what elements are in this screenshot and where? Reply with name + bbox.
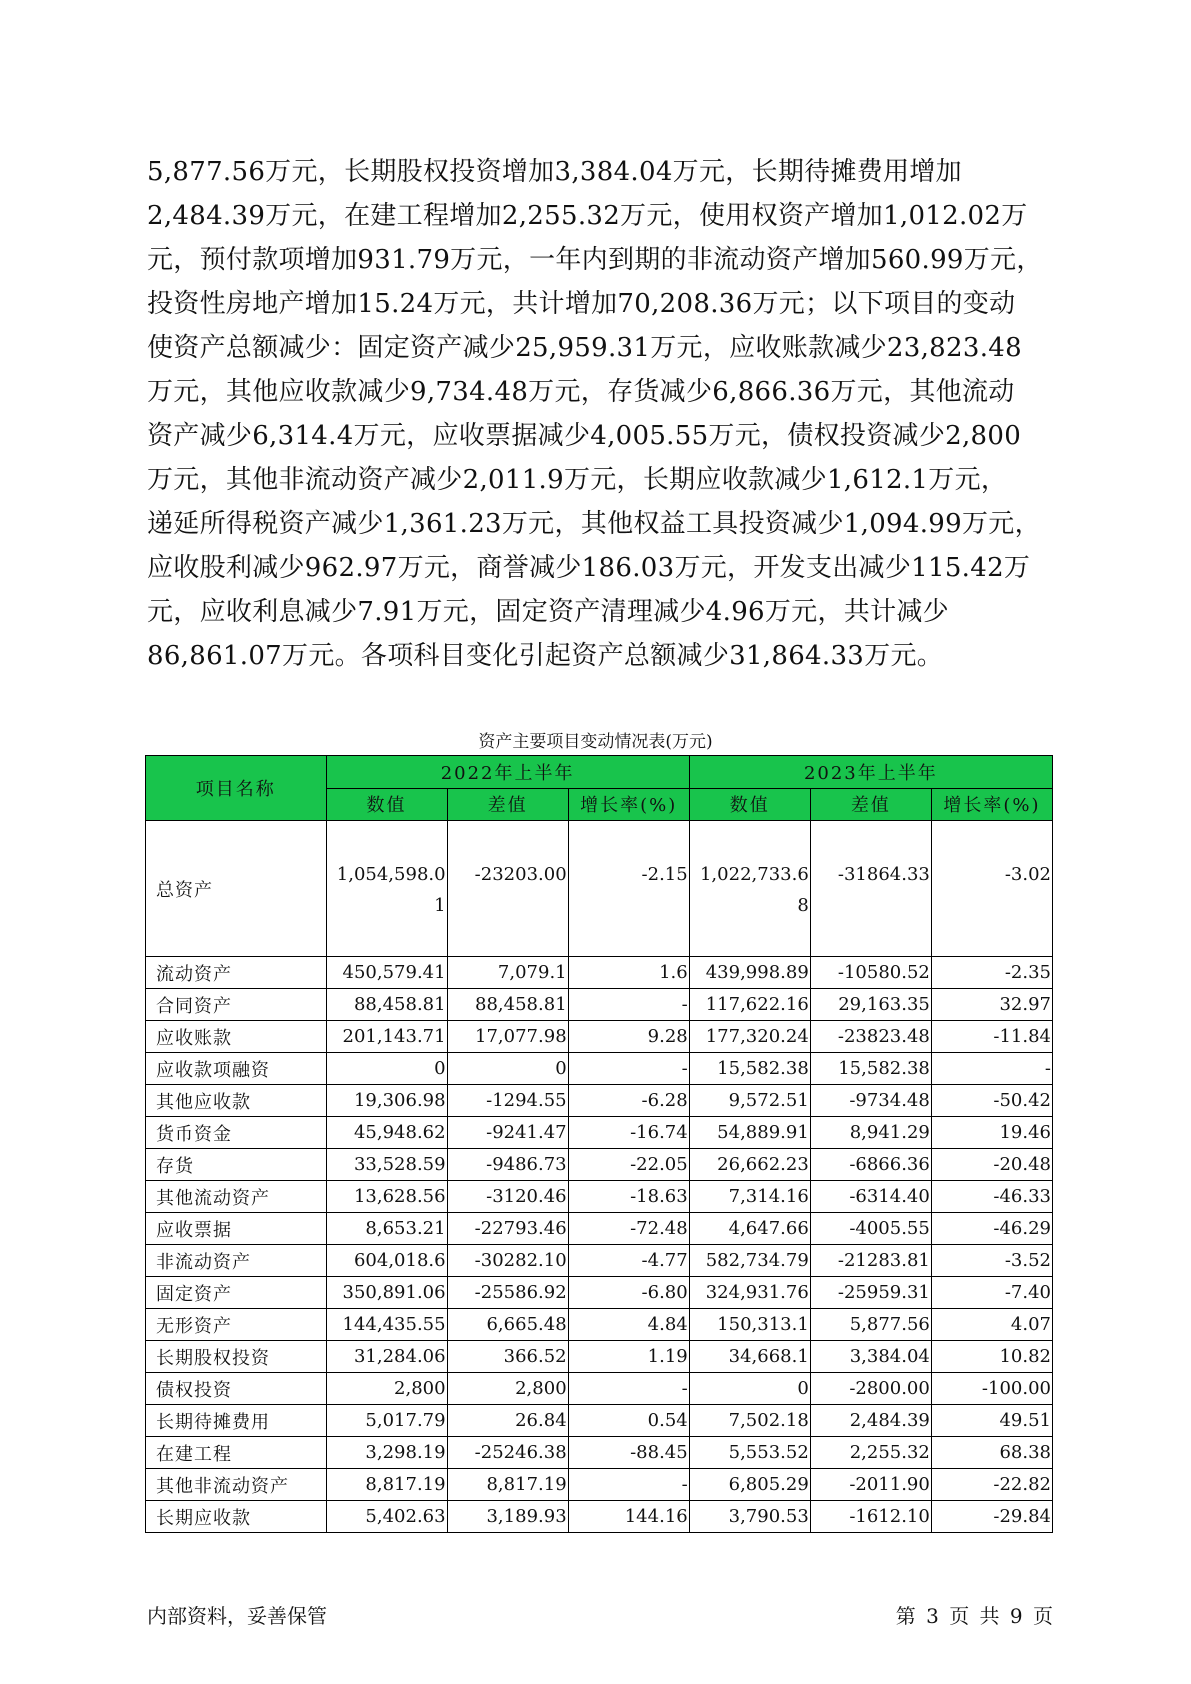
row-label: 固定资产 bbox=[146, 1277, 327, 1309]
sub-header-growth: 增长率(%) bbox=[568, 788, 689, 821]
table-row bbox=[146, 1085, 1053, 1117]
table-row bbox=[146, 1437, 1053, 1469]
table-cell: 3,298.19 bbox=[326, 1437, 447, 1469]
table-row bbox=[146, 1213, 1053, 1245]
table-cell: 117,622.16 bbox=[689, 989, 810, 1021]
sub-header-diff: 差值 bbox=[810, 788, 931, 821]
table-cell: -25246.38 bbox=[447, 1437, 568, 1469]
table-cell: -23823.48 bbox=[810, 1021, 931, 1053]
table-cell: 0.54 bbox=[568, 1405, 689, 1437]
table-cell: 6,665.48 bbox=[447, 1309, 568, 1341]
table-cell: 6,805.29 bbox=[689, 1469, 810, 1501]
sub-header-growth: 增长率(%) bbox=[931, 788, 1052, 821]
paragraph-line: 5,877.56万元，长期股权投资增加3,384.04万元，长期待摊费用增加 bbox=[147, 157, 962, 187]
row-label: 存货 bbox=[146, 1149, 327, 1181]
table-cell: 2,800 bbox=[447, 1373, 568, 1405]
table-row bbox=[146, 821, 1053, 957]
table-cell: -22.82 bbox=[931, 1469, 1052, 1501]
paragraph-line: 万元，其他应收款减少9,734.48万元，存货减少6,866.36万元，其他流动 bbox=[147, 377, 1015, 407]
table-cell: -21283.81 bbox=[810, 1245, 931, 1277]
table-cell: 88,458.81 bbox=[447, 989, 568, 1021]
table-cell: 1,022,733.68 bbox=[689, 821, 810, 957]
table-cell: -6.28 bbox=[568, 1085, 689, 1117]
table-cell: -2011.90 bbox=[810, 1469, 931, 1501]
table-cell: -23203.00 bbox=[447, 821, 568, 957]
table-cell: 350,891.06 bbox=[326, 1277, 447, 1309]
table-cell: -2.35 bbox=[931, 957, 1052, 989]
table-cell: 32.97 bbox=[931, 989, 1052, 1021]
row-label: 无形资产 bbox=[146, 1309, 327, 1341]
table-cell: - bbox=[568, 1373, 689, 1405]
table-cell: 2,484.39 bbox=[810, 1405, 931, 1437]
table-cell: 144.16 bbox=[568, 1501, 689, 1533]
table-cell: -29.84 bbox=[931, 1501, 1052, 1533]
table-cell: 13,628.56 bbox=[326, 1181, 447, 1213]
table-cell: -4.77 bbox=[568, 1245, 689, 1277]
table-cell: 3,790.53 bbox=[689, 1501, 810, 1533]
table-cell: -6314.40 bbox=[810, 1181, 931, 1213]
table-cell: 1,054,598.01 bbox=[326, 821, 447, 957]
table-caption: 资产主要项目变动情况表(万元) bbox=[478, 732, 713, 752]
table-cell: -6866.36 bbox=[810, 1149, 931, 1181]
paragraph-line: 万元，其他非流动资产减少2,011.9万元，长期应收款减少1,612.1万元， bbox=[147, 465, 1008, 495]
table-cell: 177,320.24 bbox=[689, 1021, 810, 1053]
table-cell: -100.00 bbox=[931, 1373, 1052, 1405]
table-cell: 5,402.63 bbox=[326, 1501, 447, 1533]
table-cell: 604,018.6 bbox=[326, 1245, 447, 1277]
table-row bbox=[146, 1149, 1053, 1181]
table-row bbox=[146, 1053, 1053, 1085]
table-cell: 7,314.16 bbox=[689, 1181, 810, 1213]
table-cell: 19.46 bbox=[931, 1117, 1052, 1149]
row-label: 其他流动资产 bbox=[146, 1181, 327, 1213]
table-row bbox=[146, 1181, 1053, 1213]
table-cell: -9486.73 bbox=[447, 1149, 568, 1181]
table-cell: 26,662.23 bbox=[689, 1149, 810, 1181]
table-cell: -20.48 bbox=[931, 1149, 1052, 1181]
table-cell: -25586.92 bbox=[447, 1277, 568, 1309]
row-label: 总资产 bbox=[146, 821, 327, 957]
period-header-2022: 2022年上半年 bbox=[326, 756, 689, 789]
table-cell: - bbox=[568, 1053, 689, 1085]
table-cell: 0 bbox=[447, 1053, 568, 1085]
table-cell: -18.63 bbox=[568, 1181, 689, 1213]
table-cell: -4005.55 bbox=[810, 1213, 931, 1245]
row-label: 长期应收款 bbox=[146, 1501, 327, 1533]
row-label: 流动资产 bbox=[146, 957, 327, 989]
paragraph-line: 使资产总额减少：固定资产减少25,959.31万元，应收账款减少23,823.48 bbox=[147, 333, 1022, 363]
table-cell: 19,306.98 bbox=[326, 1085, 447, 1117]
table-cell: 33,528.59 bbox=[326, 1149, 447, 1181]
row-label: 货币资金 bbox=[146, 1117, 327, 1149]
table-cell: -2.15 bbox=[568, 821, 689, 957]
table-cell: 29,163.35 bbox=[810, 989, 931, 1021]
table-cell: -2800.00 bbox=[810, 1373, 931, 1405]
row-label: 长期股权投资 bbox=[146, 1341, 327, 1373]
table-cell: 3,384.04 bbox=[810, 1341, 931, 1373]
table-row bbox=[146, 1501, 1053, 1533]
table-row bbox=[146, 1117, 1053, 1149]
table-cell: 34,668.1 bbox=[689, 1341, 810, 1373]
table-cell: -25959.31 bbox=[810, 1277, 931, 1309]
table-row bbox=[146, 957, 1053, 989]
body-paragraph bbox=[147, 150, 1047, 678]
table-cell: -88.45 bbox=[568, 1437, 689, 1469]
table-cell: -31864.33 bbox=[810, 821, 931, 957]
paragraph-line: 元，预付款项增加931.79万元，一年内到期的非流动资产增加560.99万元， bbox=[147, 245, 1043, 275]
table-cell: -46.33 bbox=[931, 1181, 1052, 1213]
paragraph-line: 86,861.07万元。各项科目变化引起资产总额减少31,864.33万元。 bbox=[147, 641, 944, 671]
row-label: 长期待摊费用 bbox=[146, 1405, 327, 1437]
table-cell: -9734.48 bbox=[810, 1085, 931, 1117]
table-cell: 7,502.18 bbox=[689, 1405, 810, 1437]
table-cell: 26.84 bbox=[447, 1405, 568, 1437]
table-row bbox=[146, 1341, 1053, 1373]
table-cell: 8,941.29 bbox=[810, 1117, 931, 1149]
table-cell: -72.48 bbox=[568, 1213, 689, 1245]
table-cell: 5,017.79 bbox=[326, 1405, 447, 1437]
row-label: 合同资产 bbox=[146, 989, 327, 1021]
table-cell: 582,734.79 bbox=[689, 1245, 810, 1277]
table-cell: 1.19 bbox=[568, 1341, 689, 1373]
table-cell: -1294.55 bbox=[447, 1085, 568, 1117]
footer-note: 内部资料，妥善保管 bbox=[147, 1604, 327, 1628]
row-label: 应收款项融资 bbox=[146, 1053, 327, 1085]
table-cell: -3.52 bbox=[931, 1245, 1052, 1277]
table-cell: 201,143.71 bbox=[326, 1021, 447, 1053]
asset-change-table bbox=[145, 755, 1053, 1533]
table-cell: 7,079.1 bbox=[447, 957, 568, 989]
sub-header-diff: 差值 bbox=[447, 788, 568, 821]
paragraph-line: 投资性房地产增加15.24万元，共计增加70,208.36万元；以下项目的变动 bbox=[147, 289, 1016, 319]
table-cell: 17,077.98 bbox=[447, 1021, 568, 1053]
table-cell: -9241.47 bbox=[447, 1117, 568, 1149]
page-number: 第 3 页 共 9 页 bbox=[895, 1604, 1053, 1628]
table-row bbox=[146, 1245, 1053, 1277]
period-header-2023: 2023年上半年 bbox=[689, 756, 1052, 789]
table-row bbox=[146, 1373, 1053, 1405]
table-cell: -3120.46 bbox=[447, 1181, 568, 1213]
paragraph-line: 应收股利减少962.97万元，商誉减少186.03万元，开发支出减少115.42万 bbox=[147, 553, 1031, 583]
table-cell: 5,877.56 bbox=[810, 1309, 931, 1341]
table-cell: 10.82 bbox=[931, 1341, 1052, 1373]
table-cell: - bbox=[568, 989, 689, 1021]
table-cell: 144,435.55 bbox=[326, 1309, 447, 1341]
table-cell: 2,800 bbox=[326, 1373, 447, 1405]
table-cell: 45,948.62 bbox=[326, 1117, 447, 1149]
table-cell: 150,313.1 bbox=[689, 1309, 810, 1341]
table-cell: -7.40 bbox=[931, 1277, 1052, 1309]
table-row bbox=[146, 1405, 1053, 1437]
table-cell: -16.74 bbox=[568, 1117, 689, 1149]
sub-header-value: 数值 bbox=[689, 788, 810, 821]
table-cell: 8,817.19 bbox=[326, 1469, 447, 1501]
table-cell: 4.84 bbox=[568, 1309, 689, 1341]
table-cell: 0 bbox=[689, 1373, 810, 1405]
row-label: 非流动资产 bbox=[146, 1245, 327, 1277]
table-cell: 324,931.76 bbox=[689, 1277, 810, 1309]
table-cell: -22.05 bbox=[568, 1149, 689, 1181]
table-row bbox=[146, 1021, 1053, 1053]
row-label: 债权投资 bbox=[146, 1373, 327, 1405]
table-cell: 49.51 bbox=[931, 1405, 1052, 1437]
table-cell: 2,255.32 bbox=[810, 1437, 931, 1469]
table-cell: 366.52 bbox=[447, 1341, 568, 1373]
table-cell: - bbox=[931, 1053, 1052, 1085]
table-cell: 9,572.51 bbox=[689, 1085, 810, 1117]
table-row bbox=[146, 1469, 1053, 1501]
paragraph-line: 2,484.39万元，在建工程增加2,255.32万元，使用权资产增加1,012.02万 bbox=[147, 201, 1028, 231]
table-cell: 3,189.93 bbox=[447, 1501, 568, 1533]
table-cell: 15,582.38 bbox=[689, 1053, 810, 1085]
table-cell: -50.42 bbox=[931, 1085, 1052, 1117]
table-cell: - bbox=[568, 1469, 689, 1501]
paragraph-line: 元，应收利息减少7.91万元，固定资产清理减少4.96万元，共计减少 bbox=[147, 597, 949, 627]
table-cell: -11.84 bbox=[931, 1021, 1052, 1053]
table-row bbox=[146, 1277, 1053, 1309]
table-cell: -10580.52 bbox=[810, 957, 931, 989]
paragraph-line: 递延所得税资产减少1,361.23万元，其他权益工具投资减少1,094.99万元， bbox=[147, 509, 1041, 539]
table-row bbox=[146, 1309, 1053, 1341]
row-label: 其他应收款 bbox=[146, 1085, 327, 1117]
row-label: 其他非流动资产 bbox=[146, 1469, 327, 1501]
table-cell: 0 bbox=[326, 1053, 447, 1085]
table-cell: 4.07 bbox=[931, 1309, 1052, 1341]
table-cell: 450,579.41 bbox=[326, 957, 447, 989]
table-cell: -22793.46 bbox=[447, 1213, 568, 1245]
table-cell: 88,458.81 bbox=[326, 989, 447, 1021]
table-cell: -1612.10 bbox=[810, 1501, 931, 1533]
table-cell: -46.29 bbox=[931, 1213, 1052, 1245]
table-cell: -30282.10 bbox=[447, 1245, 568, 1277]
table-cell: 15,582.38 bbox=[810, 1053, 931, 1085]
table-cell: 31,284.06 bbox=[326, 1341, 447, 1373]
table-cell: -3.02 bbox=[931, 821, 1052, 957]
paragraph-line: 资产减少6,314.4万元，应收票据减少4,005.55万元，债权投资减少2,800 bbox=[147, 421, 1022, 451]
table-cell: 439,998.89 bbox=[689, 957, 810, 989]
table-cell: 4,647.66 bbox=[689, 1213, 810, 1245]
table-cell: 9.28 bbox=[568, 1021, 689, 1053]
table-cell: 8,817.19 bbox=[447, 1469, 568, 1501]
row-label: 应收账款 bbox=[146, 1021, 327, 1053]
table-cell: 68.38 bbox=[931, 1437, 1052, 1469]
item-name-header: 项目名称 bbox=[146, 756, 327, 821]
sub-header-value: 数值 bbox=[326, 788, 447, 821]
table-cell: 1.6 bbox=[568, 957, 689, 989]
row-label: 应收票据 bbox=[146, 1213, 327, 1245]
table-cell: 5,553.52 bbox=[689, 1437, 810, 1469]
table-cell: -6.80 bbox=[568, 1277, 689, 1309]
row-label: 在建工程 bbox=[146, 1437, 327, 1469]
table-row bbox=[146, 989, 1053, 1021]
table-cell: 54,889.91 bbox=[689, 1117, 810, 1149]
table-cell: 8,653.21 bbox=[326, 1213, 447, 1245]
